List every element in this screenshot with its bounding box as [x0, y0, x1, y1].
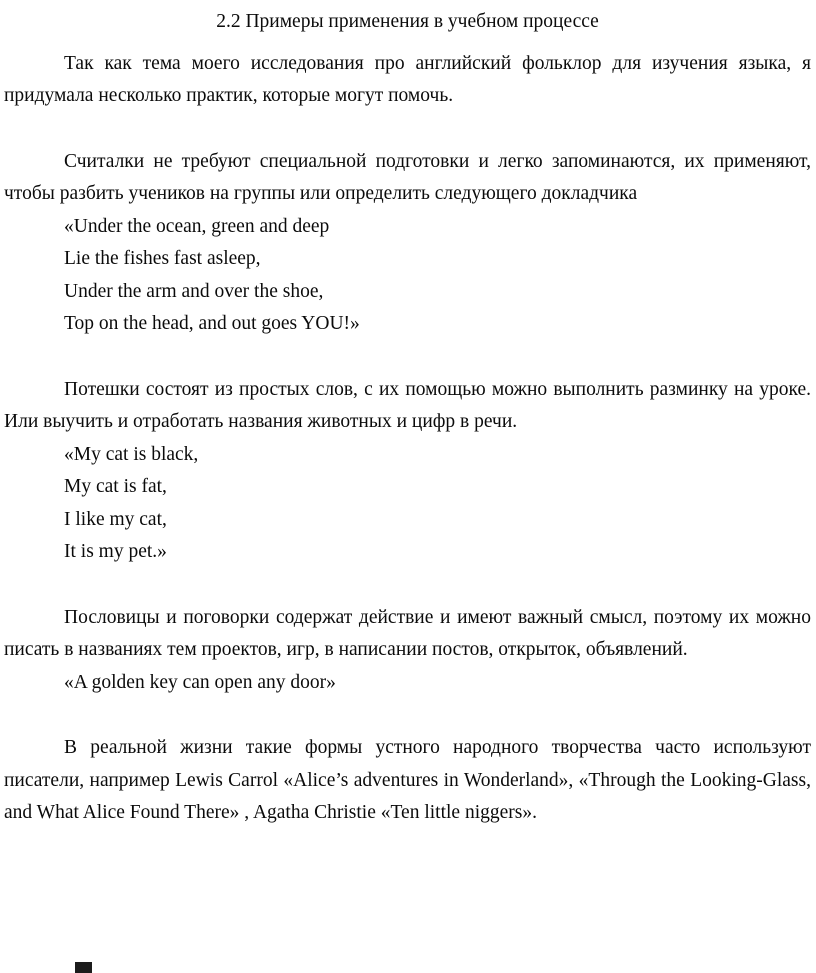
golden-key-quote: «A golden key can open any door»: [64, 671, 336, 693]
verse-line: It is my pet.»: [64, 541, 167, 562]
verse-line: My cat is fat,: [64, 476, 167, 497]
nursery-rhymes-paragraph: Потешки состоят из простых слов, с их помощью можно выполнить разминку на уроке. Или выучить и отработать названия животных и цифр в речи.: [4, 378, 811, 432]
intro-section: [4, 48, 811, 113]
verse-line: Top on the head, and out goes YOU!»: [64, 313, 360, 334]
verse-line: I like my cat,: [64, 508, 167, 530]
proverbs-section: [4, 602, 811, 700]
verse-line: Lie the fishes fast asleep,: [64, 248, 261, 269]
verse-line: «Under the ocean, green and deep: [64, 215, 330, 237]
section-heading: 2.2 Примеры применения в учебном процессе: [216, 11, 599, 32]
counting-rhymes-section: [4, 146, 811, 341]
bottom-edge-artifact: [75, 962, 92, 973]
writers-section: [4, 732, 811, 830]
intro-paragraph: Так как тема моего исследования про английский фольклор для изучения языка, я придумала несколько практик, которые могут помочь.: [4, 52, 811, 106]
cat-verse: [64, 439, 811, 569]
writers-paragraph: В реальной жизни такие формы устного народного творчества часто используют писатели, например Lewis Carrol «Alice’s adventures in Wonderland», «Through the Looking-Glass, and What Alice Found There» , Agatha Christie «Ten little niggers».: [4, 737, 811, 823]
verse-line: Under the arm and over the shoe,: [64, 280, 324, 302]
verse-line: «My cat is black,: [64, 443, 199, 465]
ocean-verse: [64, 211, 811, 341]
counting-rhymes-paragraph: Считалки не требуют специальной подготовки и легко запоминаются, их применяют, чтобы разбить учеников на группы или определить следующего докладчика: [4, 150, 811, 204]
proverbs-paragraph: Пословицы и поговорки содержат действие и имеют важный смысл, поэтому их можно писать в названиях тем проектов, игр, в написании постов, открыток, объявлений.: [4, 606, 811, 660]
nursery-rhymes-section: [4, 374, 811, 569]
